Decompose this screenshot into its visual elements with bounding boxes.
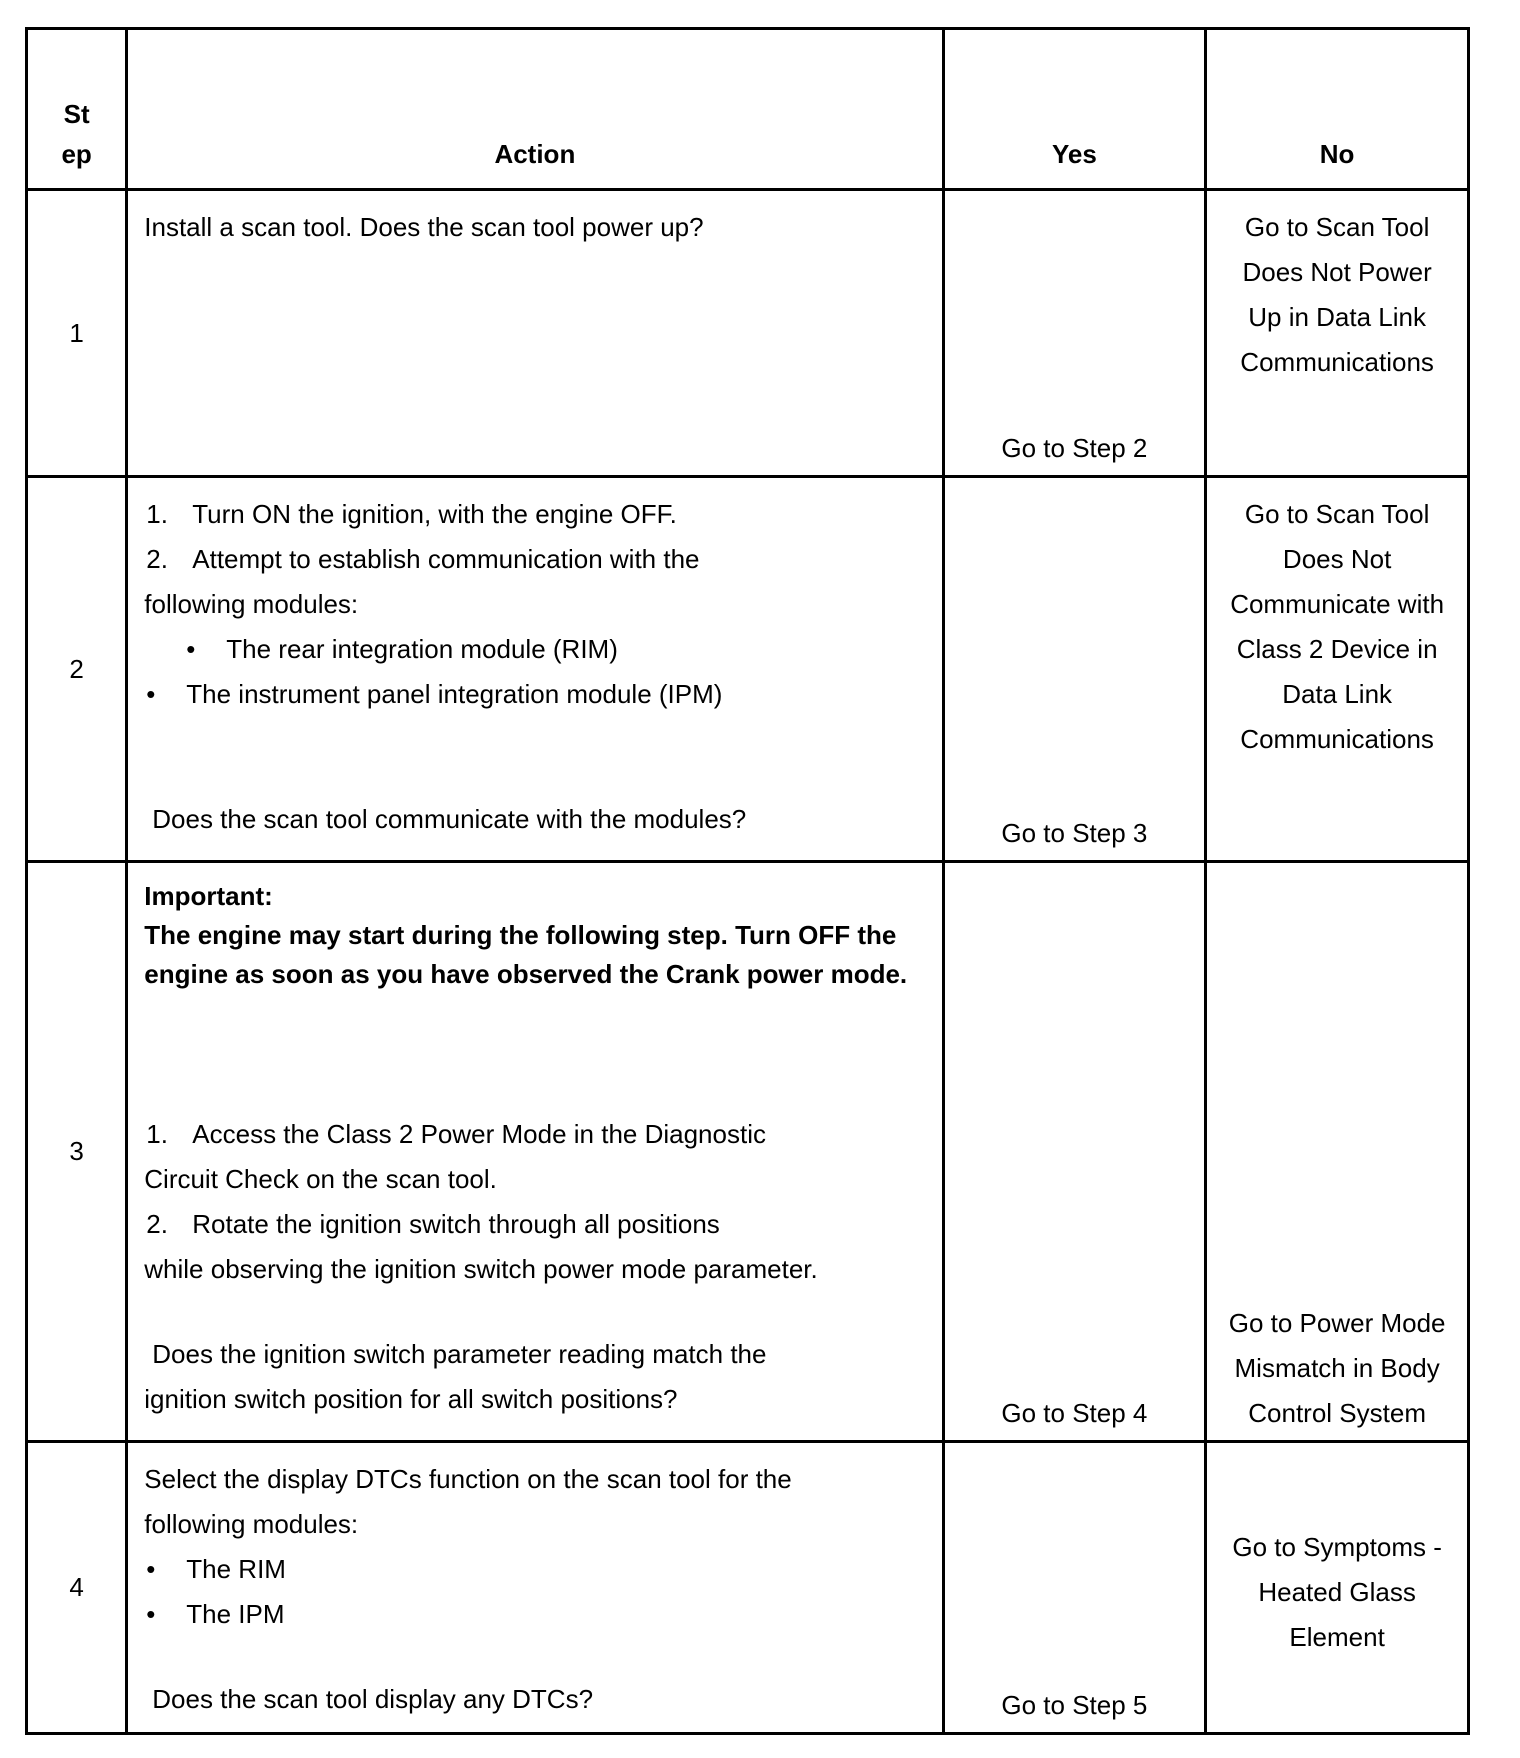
step-number: 4 <box>27 1442 127 1734</box>
action-cell <box>127 477 943 862</box>
action-text: Install a scan tool. Does the scan tool power up? <box>144 212 704 242</box>
item-text: Access the Class 2 Power Mode in the Diagnostic <box>192 1119 766 1149</box>
bullet-glyph: • <box>146 1599 156 1629</box>
step-number: 2 <box>27 477 127 862</box>
item-number: 2. <box>146 1209 168 1239</box>
step-number: 3 <box>27 862 127 1442</box>
question-text: Does the scan tool communicate with the modules? <box>152 804 747 834</box>
important-text: The engine may start during the following step. Turn OFF the engine as soon as you have observed the Crank power mode. <box>144 920 908 989</box>
action-cell <box>127 862 943 1442</box>
bullet-text: The instrument panel integration module (IPM) <box>186 679 723 709</box>
header-action: Action <box>127 29 943 190</box>
intro-text-continued: following modules: <box>144 1509 359 1539</box>
action-cell <box>127 190 943 477</box>
item-text: Turn ON the ignition, with the engine OFF. <box>192 499 677 529</box>
yes-cell: Go to Step 5 <box>943 1442 1206 1734</box>
action-cell <box>127 1442 943 1734</box>
bullet-text: The RIM <box>186 1554 286 1584</box>
bullet-item <box>144 672 927 717</box>
header-step: St ep <box>27 29 127 190</box>
table-header-row <box>27 29 1469 190</box>
no-cell: Go to Scan Tool Does Not Power Up in Data Link Communications <box>1206 190 1469 477</box>
question-text: Does the scan tool display any DTCs? <box>152 1684 594 1714</box>
no-cell: Go to Scan Tool Does Not Communicate with Class 2 Device in Data Link Communications <box>1206 477 1469 862</box>
bullet-item <box>144 627 927 672</box>
numbered-item <box>144 492 927 537</box>
item-number: 2. <box>146 544 168 574</box>
header-no: No <box>1206 29 1469 190</box>
numbered-item <box>144 1202 927 1247</box>
numbered-item <box>144 537 927 582</box>
bullet-text: The IPM <box>186 1599 285 1629</box>
table-row <box>27 190 1469 477</box>
numbered-item <box>144 1112 927 1157</box>
bullet-glyph: • <box>146 1554 156 1584</box>
question-text: Does the ignition switch parameter reading match the <box>152 1339 767 1369</box>
step-number: 1 <box>27 190 127 477</box>
item-number: 1. <box>146 499 168 529</box>
item-text-continued: while observing the ignition switch power mode parameter. <box>144 1254 818 1284</box>
intro-text: Select the display DTCs function on the scan tool for the <box>144 1464 792 1494</box>
item-text: Rotate the ignition switch through all positions <box>192 1209 720 1239</box>
yes-cell: Go to Step 2 <box>943 190 1206 477</box>
question-text-continued: ignition switch position for all switch positions? <box>144 1384 678 1414</box>
bullet-glyph: • <box>146 679 156 709</box>
important-title: Important: <box>144 881 273 911</box>
yes-cell: Go to Step 3 <box>943 477 1206 862</box>
no-cell: Go to Symptoms - Heated Glass Element <box>1206 1442 1469 1734</box>
table-row <box>27 477 1469 862</box>
item-text: Attempt to establish communication with the <box>192 544 700 574</box>
header-yes: Yes <box>943 29 1206 190</box>
table-row <box>27 1442 1469 1734</box>
no-cell: Go to Power Mode Mismatch in Body Control System <box>1206 862 1469 1442</box>
item-number: 1. <box>146 1119 168 1149</box>
yes-cell: Go to Step 4 <box>943 862 1206 1442</box>
bullet-item <box>144 1547 927 1592</box>
table-row <box>27 862 1469 1442</box>
bullet-text: The rear integration module (RIM) <box>226 634 618 664</box>
bullet-glyph: • <box>186 634 196 664</box>
item-text-continued: following modules: <box>144 589 359 619</box>
item-text-continued: Circuit Check on the scan tool. <box>144 1164 497 1194</box>
bullet-item <box>144 1592 927 1637</box>
diagnostic-table <box>25 27 1470 1735</box>
